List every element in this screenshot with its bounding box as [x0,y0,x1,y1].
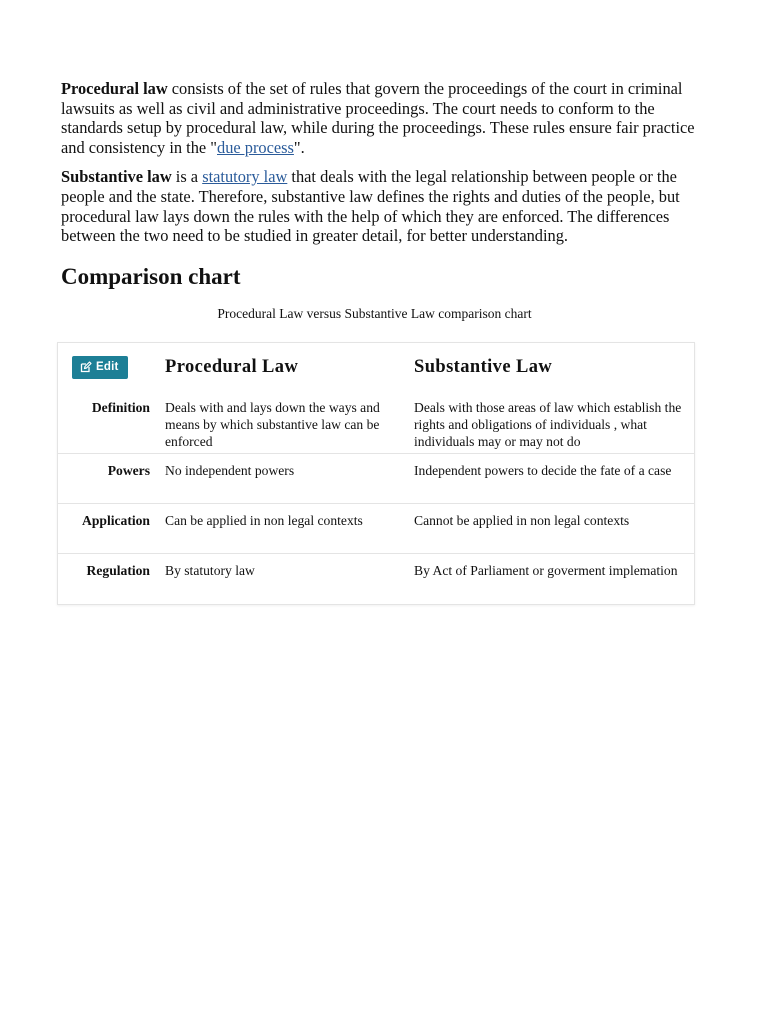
substantive-law-text-start: is a [171,167,203,187]
edit-button[interactable] [72,356,128,379]
procedural-cell: By statutory law [160,553,409,604]
substantive-cell: Deals with those areas of law which establish the rights and obligations of individuals , what individuals may or may not do [414,400,682,449]
table-row [58,503,694,553]
edit-button-label: Edit [96,360,119,373]
row-label: Regulation [58,553,160,604]
procedural-cell: Can be applied in non legal contexts [160,503,409,553]
procedural-law-term: Procedural law [61,79,168,98]
substantive-cell: Independent powers to decide the fate of a case [409,453,694,503]
column-header-substantive: Substantive Law [414,356,553,377]
statutory-law-link[interactable]: statutory law [202,167,288,187]
substantive-law-paragraph [61,167,711,245]
substantive-cell: Cannot be applied in non legal contexts [409,503,694,553]
comparison-table [57,342,695,605]
procedural-cell: No independent powers [160,453,409,503]
procedural-cell: Deals with and lays down the ways and means by which substantive law can be enforced [165,400,380,449]
table-header-row [58,343,694,391]
table-row [58,453,694,503]
due-process-link[interactable]: due process [217,137,294,157]
table-row [58,553,694,604]
substantive-law-text: that deals with the legal relationship between people or the people and the state. Therefore, substantive law defines the rights and duties of the people, but procedural law lays down the rules with the help of which they are enforced. The differences between the two need to be studied in greater detail, for better understanding. [61,167,680,246]
table-row [58,391,694,453]
row-label: Definition [91,400,150,415]
procedural-law-text: consists of the set of rules that govern the proceedings of the court in criminal lawsuits as well as civil and administrative proceedings. The court needs to conform to the standards setup by procedural law, while during the proceedings. These rules ensure fair practice and consistency in the " [61,79,695,157]
pencil-square-icon [80,361,92,373]
substantive-cell: By Act of Parliament or goverment implemation [409,553,694,604]
row-label: Application [58,503,160,553]
column-header-procedural: Procedural Law [165,356,299,377]
section-title: Comparison chart [61,263,241,289]
procedural-law-paragraph [61,79,711,157]
table-corner [58,343,160,391]
article-body [61,79,711,322]
chart-caption: Procedural Law versus Substantive Law comparison chart [217,305,532,321]
substantive-law-term: Substantive law [61,167,172,187]
procedural-law-text-end: ". [293,137,305,157]
row-label: Powers [58,453,160,503]
